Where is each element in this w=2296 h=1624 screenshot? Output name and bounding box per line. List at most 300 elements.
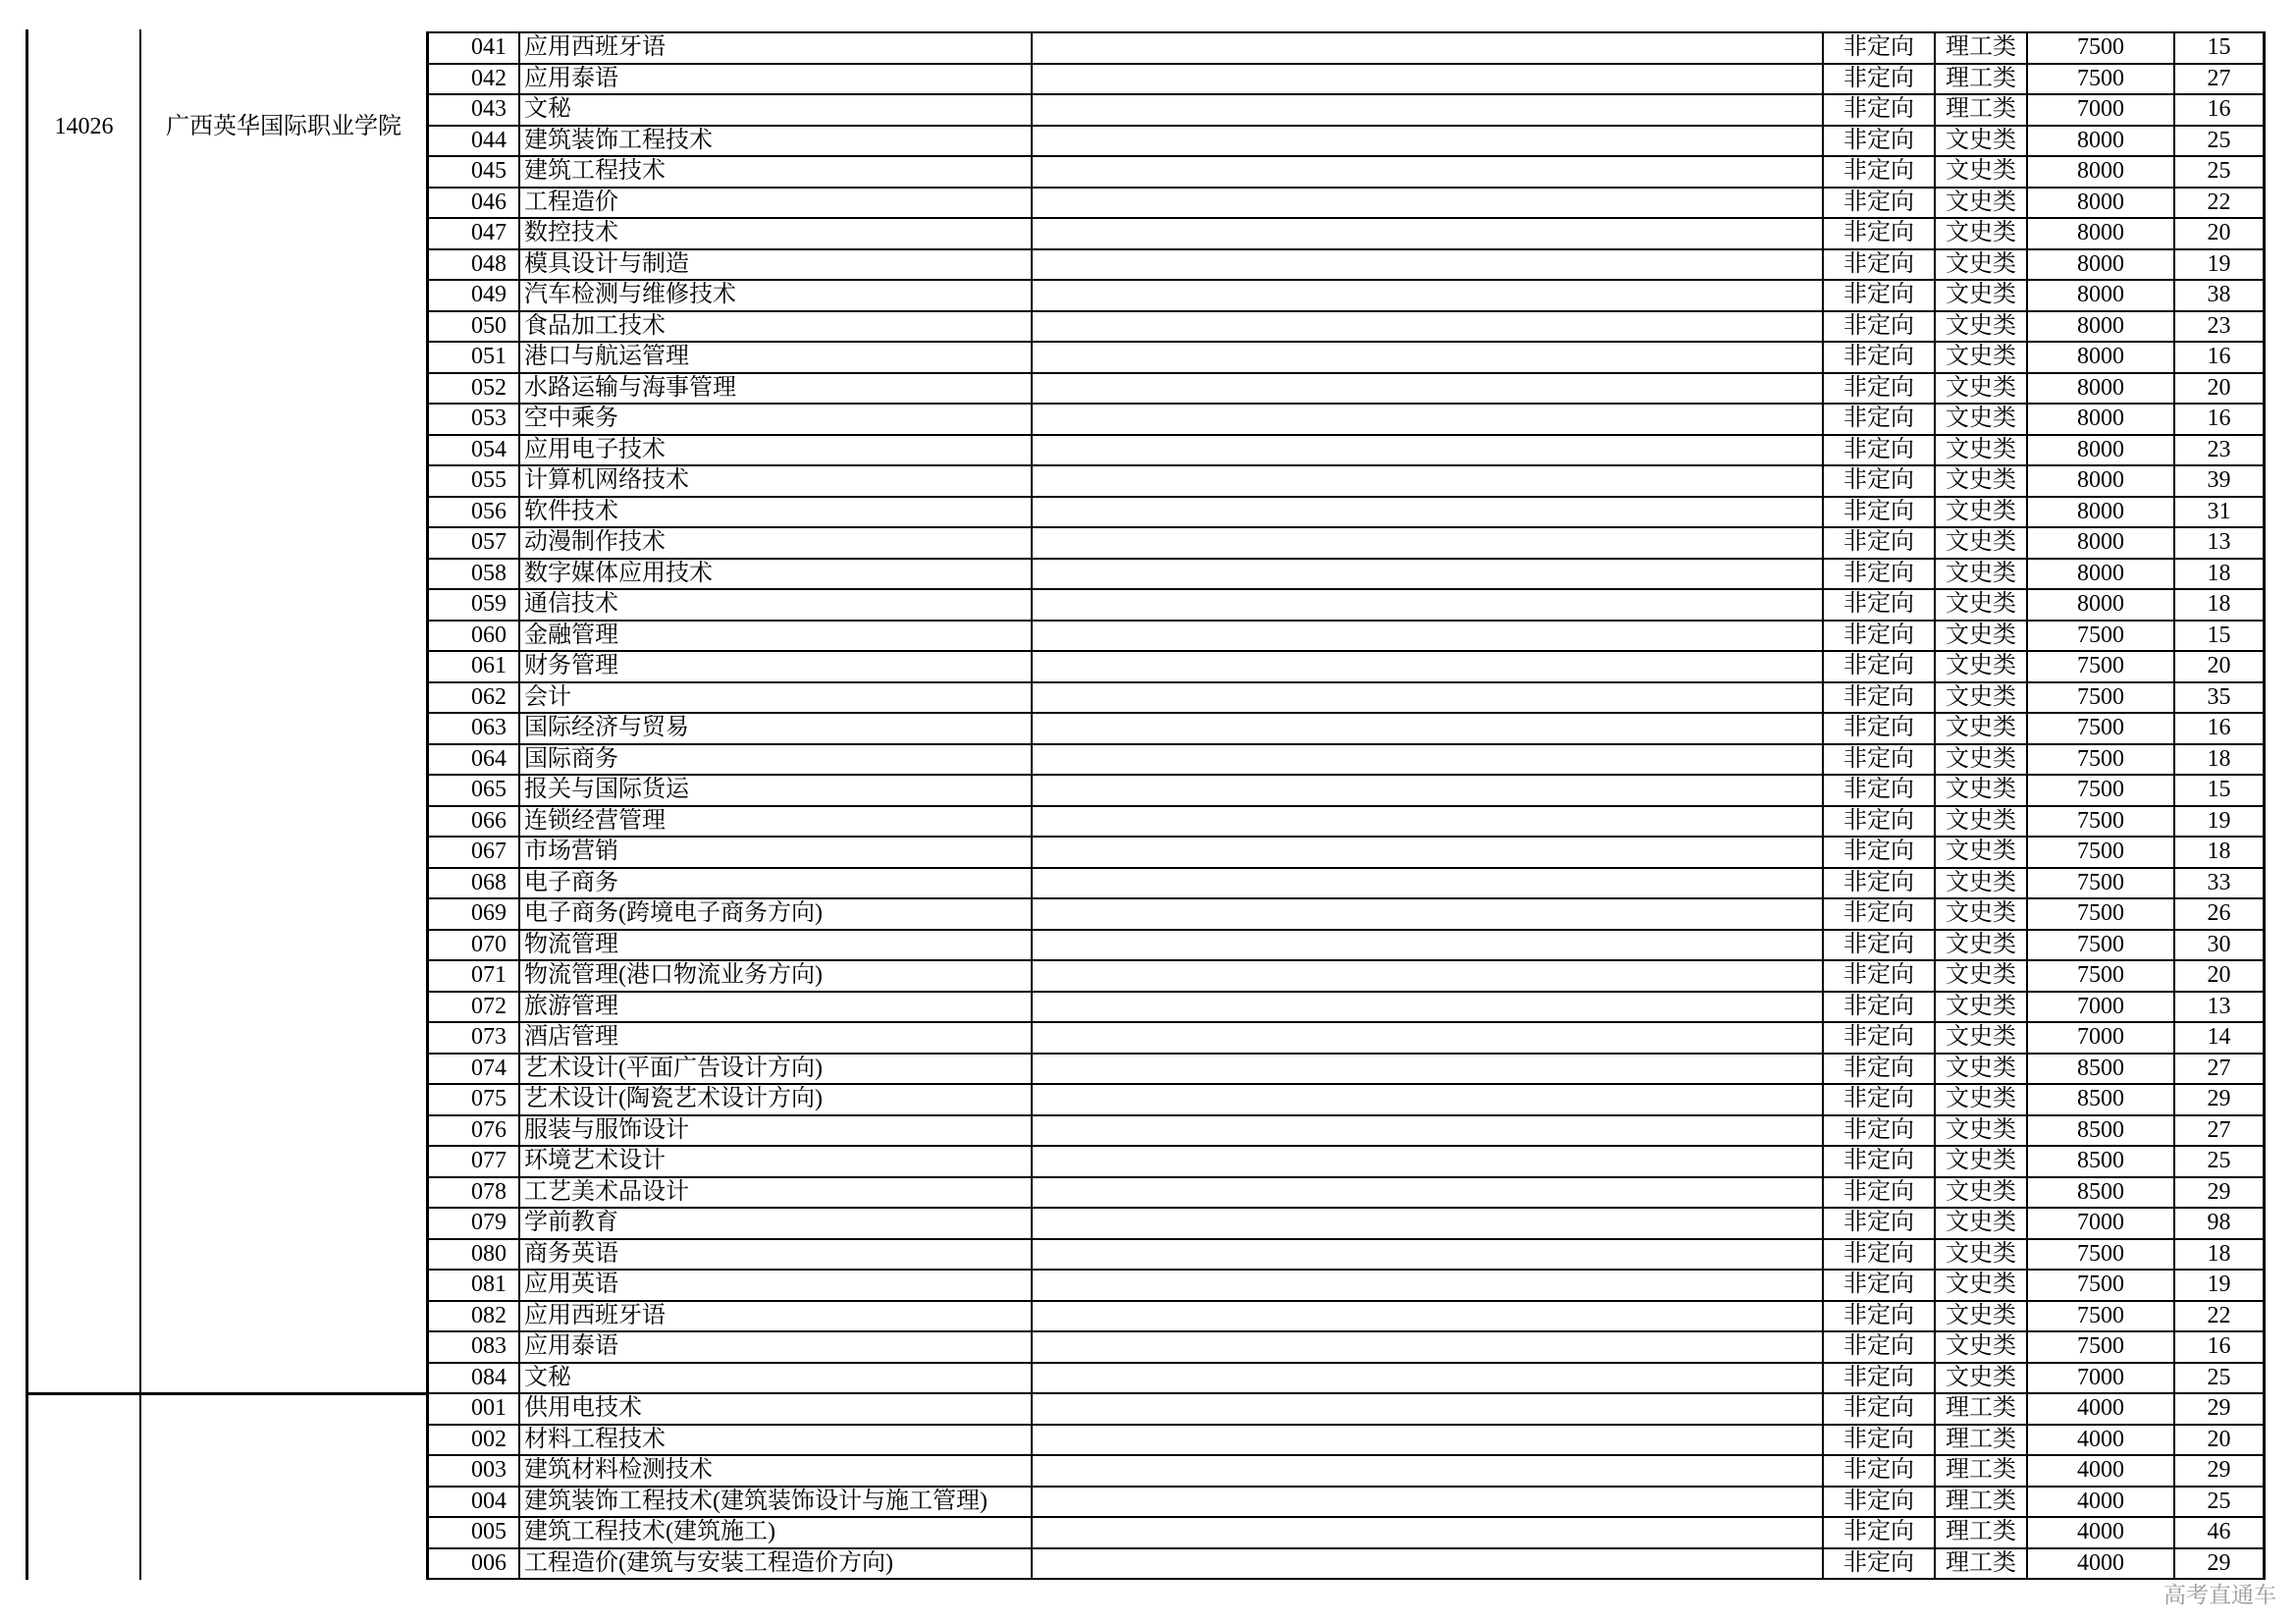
subject-category-cell: 文史类 [1936,590,2028,622]
table-row [429,1240,2266,1272]
quota-cell: 98 [2175,1209,2266,1240]
major-table [426,31,2266,1580]
remark-cell [1033,869,1824,900]
subject-category-cell: 文史类 [1936,281,2028,312]
tuition-cell: 8000 [2028,466,2175,498]
quota-cell: 27 [2175,1055,2266,1086]
remark-cell [1033,1394,1824,1426]
table-row [429,961,2266,993]
tuition-cell: 8000 [2028,189,2175,220]
quota-cell: 20 [2175,219,2266,250]
major-name-cell: 应用西班牙语 [520,33,1033,65]
major-code-cell: 064 [429,745,520,777]
institution-name-column-border [139,29,141,1580]
major-name-cell: 应用泰语 [520,65,1033,96]
subject-category-cell: 文史类 [1936,343,2028,374]
major-code-cell: 004 [429,1488,520,1519]
plan-type-cell: 非定向 [1824,374,1936,406]
subject-category-cell: 文史类 [1936,869,2028,900]
subject-category-cell: 文史类 [1936,1085,2028,1116]
plan-type-cell: 非定向 [1824,219,1936,250]
major-code-cell: 058 [429,560,520,591]
major-name-cell: 建筑材料检测技术 [520,1456,1033,1488]
major-code-cell: 055 [429,466,520,498]
tuition-cell: 7000 [2028,95,2175,127]
major-name-cell: 文秘 [520,95,1033,127]
table-row [429,1116,2266,1148]
major-name-cell: 国际经济与贸易 [520,714,1033,745]
subject-category-cell: 文史类 [1936,1271,2028,1302]
plan-type-cell: 非定向 [1824,343,1936,374]
quota-cell: 15 [2175,622,2266,653]
major-name-cell: 模具设计与制造 [520,250,1033,282]
plan-type-cell: 非定向 [1824,1116,1936,1148]
major-code-cell: 045 [429,157,520,189]
remark-cell [1033,1364,1824,1395]
quota-cell: 20 [2175,961,2266,993]
plan-type-cell: 非定向 [1824,1055,1936,1086]
major-code-cell: 067 [429,838,520,869]
plan-type-cell: 非定向 [1824,157,1936,189]
tuition-cell: 7500 [2028,683,2175,715]
quota-cell: 25 [2175,1147,2266,1178]
major-code-cell: 056 [429,498,520,529]
table-row [429,95,2266,127]
table-row [429,899,2266,931]
tuition-cell: 8000 [2028,127,2175,158]
remark-cell [1033,1116,1824,1148]
table-row [429,65,2266,96]
tuition-cell: 8500 [2028,1116,2175,1148]
major-code-cell: 063 [429,714,520,745]
quota-cell: 18 [2175,745,2266,777]
subject-category-cell: 文史类 [1936,560,2028,591]
subject-category-cell: 文史类 [1936,1302,2028,1333]
tuition-cell: 7500 [2028,869,2175,900]
quota-cell: 25 [2175,157,2266,189]
major-code-cell: 052 [429,374,520,406]
table-row [429,560,2266,591]
subject-category-cell: 文史类 [1936,931,2028,962]
tuition-cell: 8000 [2028,405,2175,436]
major-code-cell: 050 [429,312,520,344]
major-name-cell: 数控技术 [520,219,1033,250]
table-row [429,127,2266,158]
plan-type-cell: 非定向 [1824,1240,1936,1272]
table-row [429,436,2266,467]
plan-type-cell: 非定向 [1824,622,1936,653]
tuition-cell: 8000 [2028,498,2175,529]
quota-cell: 22 [2175,1302,2266,1333]
table-row [429,622,2266,653]
plan-type-cell: 非定向 [1824,590,1936,622]
tuition-cell: 4000 [2028,1549,2175,1581]
table-row [429,1147,2266,1178]
table-row [429,714,2266,745]
major-code-cell: 080 [429,1240,520,1272]
quota-cell: 25 [2175,1488,2266,1519]
subject-category-cell: 文史类 [1936,807,2028,839]
remark-cell [1033,683,1824,715]
major-name-cell: 金融管理 [520,622,1033,653]
plan-type-cell: 非定向 [1824,745,1936,777]
table-row [429,1302,2266,1333]
plan-type-cell: 非定向 [1824,1332,1936,1364]
plan-type-cell: 非定向 [1824,189,1936,220]
remark-cell [1033,622,1824,653]
quota-cell: 20 [2175,652,2266,683]
major-name-cell: 商务英语 [520,1240,1033,1272]
table-row [429,466,2266,498]
major-code-cell: 042 [429,65,520,96]
tuition-cell: 7500 [2028,1332,2175,1364]
major-name-cell: 汽车检测与维修技术 [520,281,1033,312]
major-code-cell: 006 [429,1549,520,1581]
plan-type-cell: 非定向 [1824,312,1936,344]
major-name-cell: 服装与服饰设计 [520,1116,1033,1148]
subject-category-cell: 理工类 [1936,1518,2028,1549]
table-row [429,1332,2266,1364]
table-row [429,281,2266,312]
major-name-cell: 物流管理(港口物流业务方向) [520,961,1033,993]
table-row [429,1364,2266,1395]
remark-cell [1033,1209,1824,1240]
subject-category-cell: 文史类 [1936,498,2028,529]
tuition-cell: 7500 [2028,745,2175,777]
remark-cell [1033,1055,1824,1086]
plan-type-cell: 非定向 [1824,498,1936,529]
major-name-cell: 动漫制作技术 [520,528,1033,560]
tuition-cell: 8000 [2028,590,2175,622]
tuition-cell: 7500 [2028,931,2175,962]
plan-type-cell: 非定向 [1824,1147,1936,1178]
tuition-cell: 7500 [2028,33,2175,65]
major-name-cell: 电子商务 [520,869,1033,900]
remark-cell [1033,838,1824,869]
remark-cell [1033,899,1824,931]
tuition-cell: 4000 [2028,1394,2175,1426]
remark-cell [1033,1240,1824,1272]
table-row [429,189,2266,220]
major-code-cell: 002 [429,1426,520,1457]
plan-type-cell: 非定向 [1824,961,1936,993]
table-row [429,1178,2266,1210]
tuition-cell: 8500 [2028,1085,2175,1116]
tuition-cell: 8000 [2028,528,2175,560]
quota-cell: 16 [2175,1332,2266,1364]
quota-cell: 46 [2175,1518,2266,1549]
table-row [429,219,2266,250]
quota-cell: 27 [2175,65,2266,96]
plan-type-cell: 非定向 [1824,838,1936,869]
major-code-cell: 044 [429,127,520,158]
plan-type-cell: 非定向 [1824,95,1936,127]
major-name-cell: 环境艺术设计 [520,1147,1033,1178]
subject-category-cell: 理工类 [1936,95,2028,127]
table-row [429,807,2266,839]
tuition-cell: 7500 [2028,899,2175,931]
quota-cell: 25 [2175,1364,2266,1395]
plan-type-cell: 非定向 [1824,1549,1936,1581]
tuition-cell: 7500 [2028,652,2175,683]
remark-cell [1033,343,1824,374]
subject-category-cell: 理工类 [1936,1488,2028,1519]
plan-type-cell: 非定向 [1824,250,1936,282]
major-code-cell: 060 [429,622,520,653]
subject-category-cell: 理工类 [1936,33,2028,65]
subject-category-cell: 文史类 [1936,838,2028,869]
major-code-cell: 066 [429,807,520,839]
remark-cell [1033,528,1824,560]
plan-type-cell: 非定向 [1824,1271,1936,1302]
subject-category-cell: 文史类 [1936,189,2028,220]
major-code-cell: 074 [429,1055,520,1086]
tuition-cell: 7500 [2028,807,2175,839]
table-row [429,405,2266,436]
tuition-cell: 8000 [2028,343,2175,374]
tuition-cell: 7500 [2028,65,2175,96]
remark-cell [1033,436,1824,467]
subject-category-cell: 理工类 [1936,1394,2028,1426]
remark-cell [1033,993,1824,1024]
remark-cell [1033,498,1824,529]
table-row [429,1209,2266,1240]
major-name-cell: 应用英语 [520,1271,1033,1302]
remark-cell [1033,745,1824,777]
tuition-cell: 7500 [2028,1302,2175,1333]
tuition-cell: 7500 [2028,1271,2175,1302]
tuition-cell: 7500 [2028,714,2175,745]
major-name-cell: 通信技术 [520,590,1033,622]
plan-type-cell: 非定向 [1824,1488,1936,1519]
remark-cell [1033,189,1824,220]
major-code-cell: 073 [429,1023,520,1055]
remark-cell [1033,219,1824,250]
major-code-cell: 048 [429,250,520,282]
quota-cell: 20 [2175,374,2266,406]
table-row [429,1426,2266,1457]
quota-cell: 35 [2175,683,2266,715]
subject-category-cell: 文史类 [1936,745,2028,777]
major-code-cell: 047 [429,219,520,250]
major-code-cell: 070 [429,931,520,962]
major-code-cell: 053 [429,405,520,436]
major-name-cell: 国际商务 [520,745,1033,777]
remark-cell [1033,1549,1824,1581]
major-code-cell: 041 [429,33,520,65]
remark-cell [1033,652,1824,683]
subject-category-cell: 文史类 [1936,219,2028,250]
remark-cell [1033,250,1824,282]
major-code-cell: 043 [429,95,520,127]
plan-type-cell: 非定向 [1824,436,1936,467]
tuition-cell: 7000 [2028,1209,2175,1240]
remark-cell [1033,1271,1824,1302]
plan-type-cell: 非定向 [1824,528,1936,560]
quota-cell: 19 [2175,1271,2266,1302]
remark-cell [1033,1302,1824,1333]
major-name-cell: 应用西班牙语 [520,1302,1033,1333]
tuition-cell: 4000 [2028,1426,2175,1457]
table-row [429,1085,2266,1116]
plan-type-cell: 非定向 [1824,1456,1936,1488]
major-name-cell: 报关与国际货运 [520,776,1033,807]
major-code-cell: 072 [429,993,520,1024]
remark-cell [1033,776,1824,807]
subject-category-cell: 文史类 [1936,652,2028,683]
plan-type-cell: 非定向 [1824,1394,1936,1426]
major-code-cell: 001 [429,1394,520,1426]
quota-cell: 20 [2175,1426,2266,1457]
institution-code-column-border [26,29,28,1580]
major-name-cell: 水路运输与海事管理 [520,374,1033,406]
remark-cell [1033,1085,1824,1116]
subject-category-cell: 文史类 [1936,528,2028,560]
major-name-cell: 电子商务(跨境电子商务方向) [520,899,1033,931]
subject-category-cell: 理工类 [1936,1456,2028,1488]
subject-category-cell: 文史类 [1936,1147,2028,1178]
tuition-cell: 7500 [2028,961,2175,993]
plan-type-cell: 非定向 [1824,807,1936,839]
plan-type-cell: 非定向 [1824,1178,1936,1210]
quota-cell: 29 [2175,1456,2266,1488]
tuition-cell: 7500 [2028,622,2175,653]
remark-cell [1033,931,1824,962]
quota-cell: 30 [2175,931,2266,962]
subject-category-cell: 文史类 [1936,466,2028,498]
remark-cell [1033,95,1824,127]
table-row [429,250,2266,282]
table-row [429,33,2266,65]
quota-cell: 18 [2175,590,2266,622]
major-name-cell: 港口与航运管理 [520,343,1033,374]
quota-cell: 15 [2175,33,2266,65]
major-name-cell: 工程造价 [520,189,1033,220]
major-name-cell: 艺术设计(陶瓷艺术设计方向) [520,1085,1033,1116]
plan-type-cell: 非定向 [1824,1209,1936,1240]
quota-cell: 39 [2175,466,2266,498]
major-code-cell: 057 [429,528,520,560]
remark-cell [1033,1518,1824,1549]
tuition-cell: 8000 [2028,250,2175,282]
major-code-cell: 051 [429,343,520,374]
tuition-cell: 7000 [2028,1364,2175,1395]
major-name-cell: 建筑工程技术 [520,157,1033,189]
plan-type-cell: 非定向 [1824,993,1936,1024]
tuition-cell: 8000 [2028,157,2175,189]
major-name-cell: 供用电技术 [520,1394,1033,1426]
major-name-cell: 工艺美术品设计 [520,1178,1033,1210]
major-code-cell: 046 [429,189,520,220]
quota-cell: 19 [2175,250,2266,282]
table-row [429,745,2266,777]
quota-cell: 25 [2175,127,2266,158]
remark-cell [1033,374,1824,406]
table-row [429,312,2266,344]
subject-category-cell: 文史类 [1936,1055,2028,1086]
major-name-cell: 文秘 [520,1364,1033,1395]
tuition-cell: 8500 [2028,1055,2175,1086]
subject-category-cell: 文史类 [1936,776,2028,807]
table-row [429,993,2266,1024]
plan-type-cell: 非定向 [1824,127,1936,158]
major-name-cell: 应用泰语 [520,1332,1033,1364]
quota-cell: 16 [2175,405,2266,436]
major-name-cell: 应用电子技术 [520,436,1033,467]
tuition-cell: 7000 [2028,993,2175,1024]
major-name-cell: 计算机网络技术 [520,466,1033,498]
major-name-cell: 市场营销 [520,838,1033,869]
tuition-cell: 7500 [2028,1240,2175,1272]
quota-cell: 18 [2175,1240,2266,1272]
remark-cell [1033,1456,1824,1488]
plan-type-cell: 非定向 [1824,776,1936,807]
institution-group-divider [26,1392,428,1395]
major-code-cell: 081 [429,1271,520,1302]
subject-category-cell: 文史类 [1936,127,2028,158]
major-name-cell: 材料工程技术 [520,1426,1033,1457]
plan-type-cell: 非定向 [1824,33,1936,65]
major-code-cell: 082 [429,1302,520,1333]
quota-cell: 19 [2175,807,2266,839]
plan-type-cell: 非定向 [1824,466,1936,498]
plan-type-cell: 非定向 [1824,1023,1936,1055]
quota-cell: 16 [2175,343,2266,374]
tuition-cell: 4000 [2028,1488,2175,1519]
remark-cell [1033,312,1824,344]
subject-category-cell: 文史类 [1936,405,2028,436]
major-code-cell: 003 [429,1456,520,1488]
quota-cell: 29 [2175,1549,2266,1581]
tuition-cell: 8000 [2028,219,2175,250]
major-name-cell: 学前教育 [520,1209,1033,1240]
plan-type-cell: 非定向 [1824,683,1936,715]
table-row [429,931,2266,962]
subject-category-cell: 文史类 [1936,1209,2028,1240]
major-code-cell: 078 [429,1178,520,1210]
table-row [429,1518,2266,1549]
quota-cell: 33 [2175,869,2266,900]
plan-type-cell: 非定向 [1824,931,1936,962]
quota-cell: 13 [2175,528,2266,560]
table-row [429,157,2266,189]
major-name-cell: 艺术设计(平面广告设计方向) [520,1055,1033,1086]
plan-type-cell: 非定向 [1824,1426,1936,1457]
subject-category-cell: 文史类 [1936,899,2028,931]
tuition-cell: 8000 [2028,374,2175,406]
table-row [429,1549,2266,1581]
institution-code: 14026 [54,114,114,139]
table-row [429,528,2266,560]
table-row [429,683,2266,715]
quota-cell: 16 [2175,95,2266,127]
remark-cell [1033,1332,1824,1364]
remark-cell [1033,590,1824,622]
major-name-cell: 数字媒体应用技术 [520,560,1033,591]
major-code-cell: 076 [429,1116,520,1148]
remark-cell [1033,1023,1824,1055]
remark-cell [1033,157,1824,189]
plan-type-cell: 非定向 [1824,899,1936,931]
table-row [429,1023,2266,1055]
remark-cell [1033,65,1824,96]
quota-cell: 22 [2175,189,2266,220]
remark-cell [1033,1147,1824,1178]
subject-category-cell: 文史类 [1936,1116,2028,1148]
plan-type-cell: 非定向 [1824,1302,1936,1333]
table-row [429,590,2266,622]
major-name-cell: 建筑工程技术(建筑施工) [520,1518,1033,1549]
